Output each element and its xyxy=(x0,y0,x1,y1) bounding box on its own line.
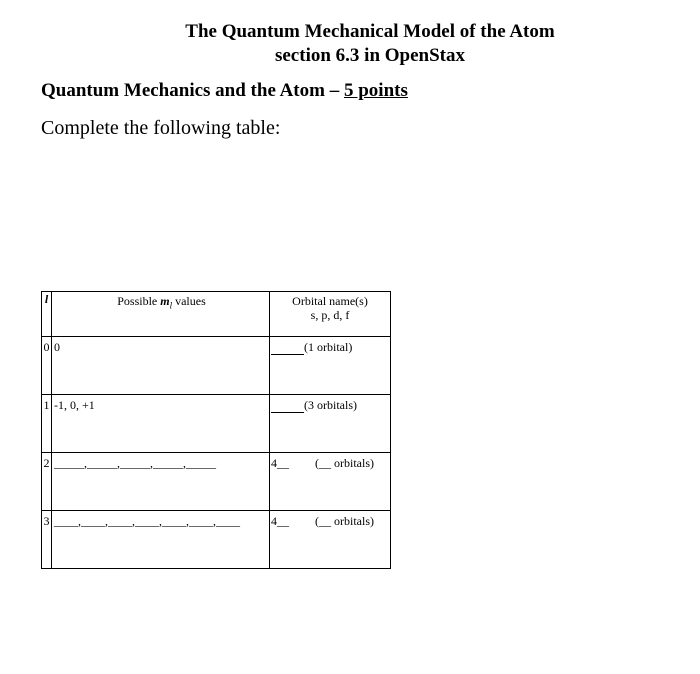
page-title-line2: section 6.3 in OpenStax xyxy=(274,45,466,66)
orbital-entry xyxy=(270,395,390,413)
cell-ml[interactable] xyxy=(52,453,270,511)
cell-l-value: 0 xyxy=(43,340,50,354)
orbital-entry xyxy=(270,453,390,470)
header-orbital xyxy=(270,292,391,337)
cell-l xyxy=(42,453,52,511)
orbital-count: (__ orbitals) xyxy=(315,514,374,528)
cell-l-value: 2 xyxy=(43,456,50,470)
table-row xyxy=(42,395,391,453)
header-orbital-line1: Orbital name(s) xyxy=(292,294,368,308)
cell-orbital[interactable] xyxy=(270,453,391,511)
cell-l-value: 3 xyxy=(43,514,50,528)
page-title-line1: The Quantum Mechanical Model of the Atom xyxy=(185,21,555,42)
orbital-table xyxy=(41,291,391,569)
table-row xyxy=(42,511,391,569)
table-row xyxy=(42,453,391,511)
cell-ml-value: 0 xyxy=(54,340,60,354)
instruction-text: Complete the following table: xyxy=(41,117,281,139)
header-ml-sub: l xyxy=(169,300,173,311)
header-ml-suffix: values xyxy=(172,294,206,308)
cell-ml-value: ____,____,____,____,____,____,____ xyxy=(54,514,240,528)
cell-orbital[interactable] xyxy=(270,511,391,569)
header-l xyxy=(42,292,52,337)
cell-ml-value: _____,_____,_____,_____,_____ xyxy=(54,456,216,470)
cell-orbital xyxy=(270,395,391,453)
header-ml xyxy=(52,292,270,337)
cell-l xyxy=(42,511,52,569)
table-header-row xyxy=(42,292,391,337)
cell-ml[interactable] xyxy=(52,511,270,569)
header-ml-prefix: Possible xyxy=(117,294,161,308)
header-ml-label xyxy=(54,292,269,312)
orbital-prefix: 4__ xyxy=(271,514,289,528)
orbital-blank[interactable] xyxy=(271,401,304,413)
cell-ml xyxy=(52,337,270,395)
orbital-entry xyxy=(270,337,390,355)
section-heading-text: Quantum Mechanics and the Atom – xyxy=(41,80,340,101)
header-orbital-line2: s, p, d, f xyxy=(310,308,350,322)
cell-ml-value: -1, 0, +1 xyxy=(54,398,95,412)
orbital-entry xyxy=(270,511,390,528)
cell-ml xyxy=(52,395,270,453)
orbital-count: (__ orbitals) xyxy=(315,456,374,470)
header-l-label: l xyxy=(44,292,49,306)
orbital-count: (1 orbital) xyxy=(304,340,353,354)
orbital-prefix: 4__ xyxy=(271,456,289,470)
orbital-blank[interactable] xyxy=(271,343,304,355)
cell-l xyxy=(42,337,52,395)
table-row xyxy=(42,337,391,395)
orbital-count: (3 orbitals) xyxy=(304,398,357,412)
header-ml-m: m xyxy=(160,294,170,308)
cell-orbital xyxy=(270,337,391,395)
points-label: 5 points xyxy=(343,80,408,101)
section-heading xyxy=(41,79,408,103)
cell-l xyxy=(42,395,52,453)
cell-l-value: 1 xyxy=(43,398,50,412)
